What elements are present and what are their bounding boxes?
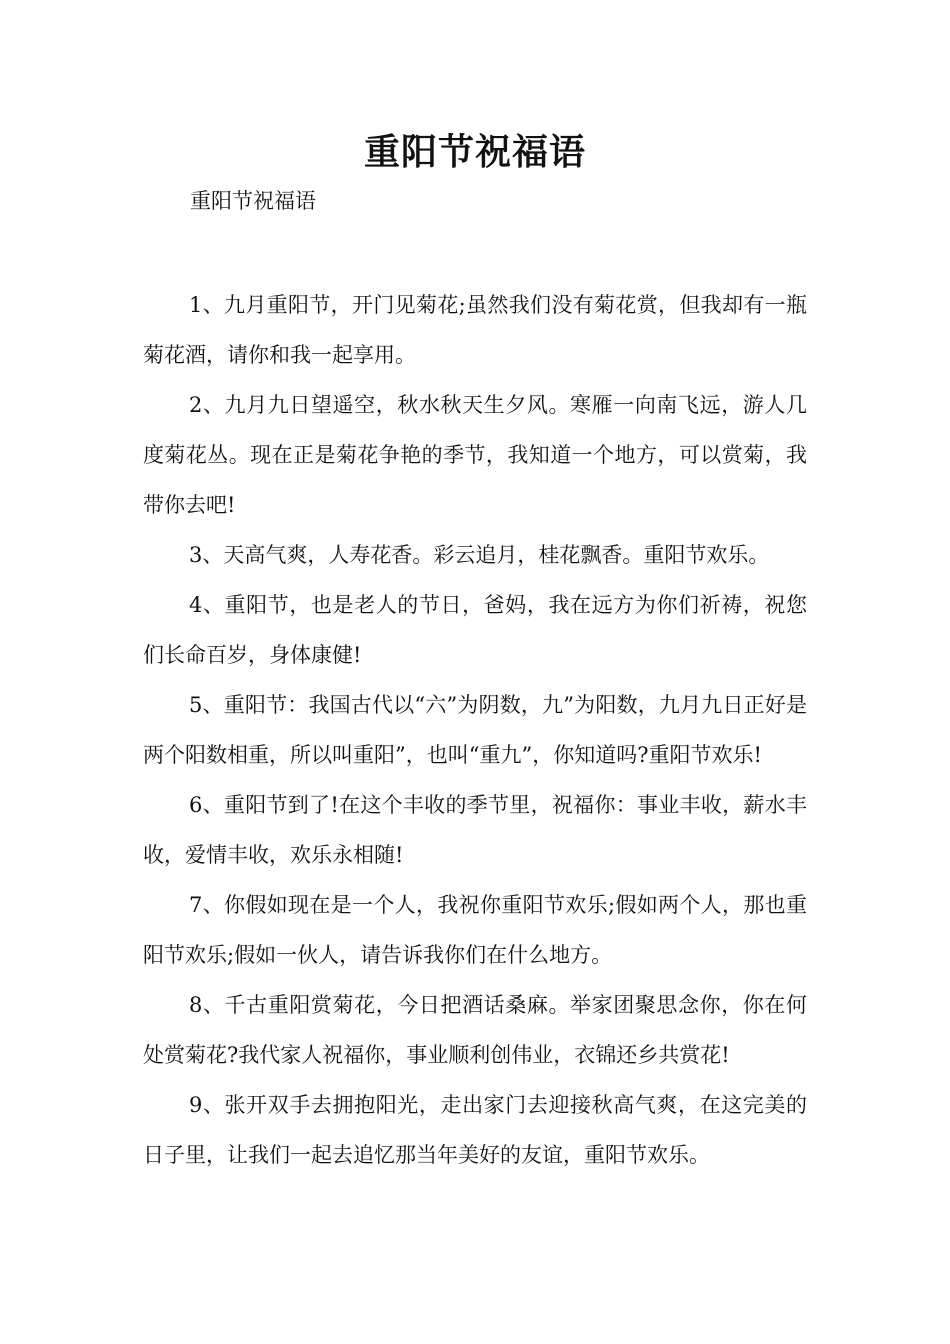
paragraph-8: 8、千古重阳赏菊花，今日把酒话桑麻。举家团聚思念你，你在何处赏菊花?我代家人祝福你，事业顺利创伟业，衣锦还乡共赏花! (143, 993, 807, 1067)
document-title: 重阳节祝福语 (363, 131, 586, 173)
paragraph-1: 1、九月重阳节，开门见菊花;虽然我们没有菊花赏，但我却有一瓶菊花酒，请你和我一起享用。 (143, 293, 807, 367)
paragraph-9: 9、张开双手去拥抱阳光，走出家门去迎接秋高气爽，在这完美的日子里，让我们一起去追忆那当年美好的友谊，重阳节欢乐。 (143, 1093, 807, 1167)
paragraph-3: 3、天高气爽，人寿花香。彩云追月，桂花飘香。重阳节欢乐。 (189, 543, 770, 567)
paragraph-2: 2、九月九日望遥空，秋水秋天生夕风。寒雁一向南飞远，游人几度菊花丛。现在正是菊花争艳的季节，我知道一个地方，可以赏菊，我带你去吧! (143, 393, 807, 517)
paragraph-5: 5、重阳节：我国古代以“六”为阴数，九”为阳数，九月九日正好是两个阳数相重，所以叫重阳”，也叫“重九”，你知道吗?重阳节欢乐! (143, 693, 807, 767)
document-body (143, 280, 807, 1180)
document-subtitle: 重阳节祝福语 (190, 189, 316, 213)
paragraph-4: 4、重阳节，也是老人的节日，爸妈，我在远方为你们祈祷，祝您们长命百岁，身体康健! (143, 593, 807, 667)
paragraph-7: 7、你假如现在是一个人，我祝你重阳节欢乐;假如两个人，那也重阳节欢乐;假如一伙人，请告诉我你们在什么地方。 (143, 893, 807, 967)
paragraph-6: 6、重阳节到了!在这个丰收的季节里，祝福你：事业丰收，薪水丰收，爱情丰收，欢乐永相随! (143, 793, 807, 867)
